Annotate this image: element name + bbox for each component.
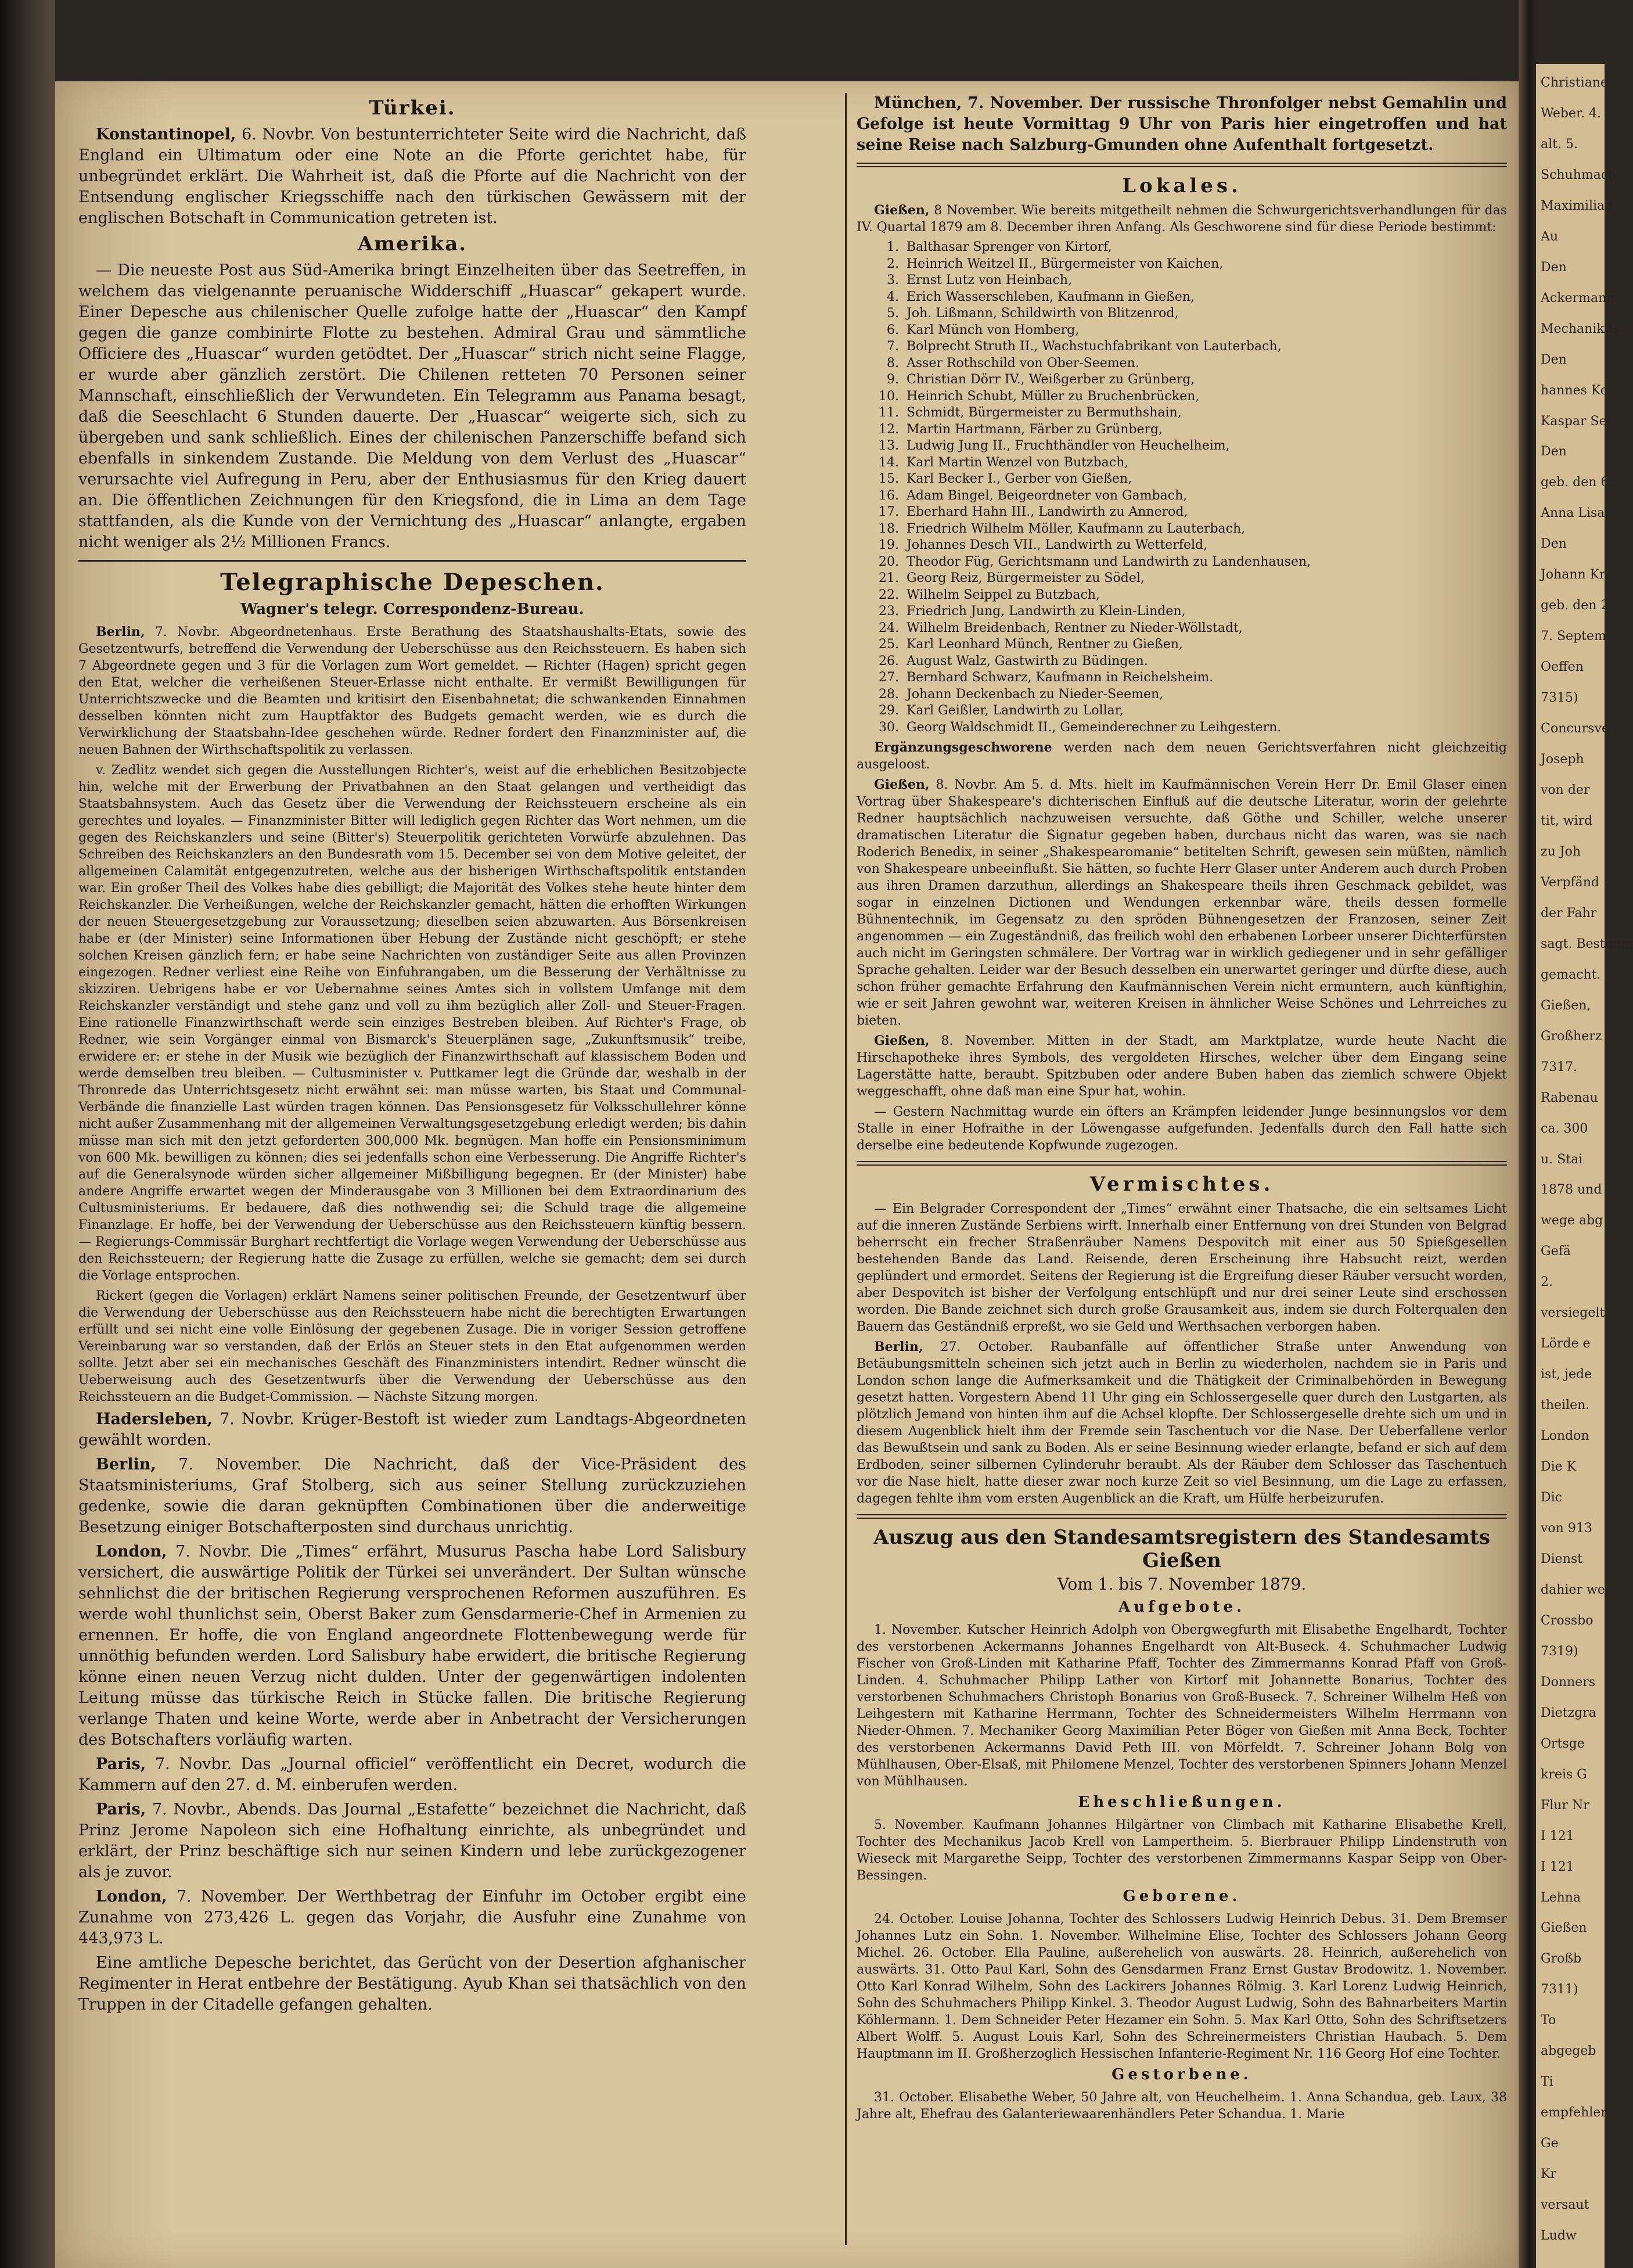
adjacent-page-fragment: geb. den 6. xyxy=(1541,475,1613,490)
adjacent-page-fragment: Joseph xyxy=(1541,752,1584,767)
adjacent-page-fragment: 7317. xyxy=(1541,1059,1577,1074)
juror-item: 1. Balthasar Sprenger von Kirtorf, xyxy=(903,239,1507,256)
juror-list xyxy=(857,239,1507,736)
adjacent-page-fragment: 7. Septem xyxy=(1541,629,1606,644)
adjacent-page-fragment: alt. 5. xyxy=(1541,136,1578,152)
adjacent-page-fragment: 7319) xyxy=(1541,1644,1578,1659)
adjacent-page-fragment: Den xyxy=(1541,537,1567,552)
juror-item: 9. Christian Dörr IV., Weißgerber zu Grünberg, xyxy=(903,372,1507,389)
adjacent-page-fragment: Gießen, xyxy=(1541,998,1591,1013)
adjacent-page-fragment: Christiane xyxy=(1541,76,1609,90)
juror-item: 30. Georg Waldschmidt II., Gemeinderechner zu Leihgestern. xyxy=(903,720,1507,736)
dateline: Gießen, xyxy=(874,777,930,792)
adjacent-page-fragment: u. Stai xyxy=(1541,1152,1583,1167)
adjacent-page-fragment: wege abg xyxy=(1541,1213,1603,1228)
adjacent-page-fragment: Crossbo xyxy=(1541,1613,1594,1628)
juror-item: 18. Friedrich Wilhelm Möller, Kaufmann zu Lauterbach, xyxy=(903,521,1507,538)
adjacent-page-fragment: Ge xyxy=(1541,2136,1559,2151)
adjacent-page-fragment: versiegelt xyxy=(1541,1306,1605,1321)
adjacent-page-fragment: theilen. xyxy=(1541,1398,1590,1413)
adjacent-page-fragment: von 913 xyxy=(1541,1521,1592,1536)
juror-item: 21. Georg Reiz, Bürgermeister zu Södel, xyxy=(903,570,1507,587)
adjacent-page-fragment: 7311) xyxy=(1541,1982,1578,1997)
article-rickert: Rickert (gegen die Vorlagen) erklärt Namens seiner politischen Freunde, der Gesetzentwurf über die Verwendung der Ueberschüsse aus den Reichssteuern habe nicht die berechtigten Erwartungen erfüllt und sei nicht eine volle Einlösung der gegebenen Zusage. Die in voriger Session getroffene Vereinbarung war so verstanden, daß der Erlös an Steuer stets in den Etat aufgenommen werden sollte. Jetzt aber sei ein mechanisches Geschäft des Finanzministers intendirt. Redner wünscht die Ueberweisung auch des Gesetzentwurfs über die Verwendung der Ueberschüsse aus den Reichssteuern an die Budget-Commission. — Nächste Sitzung morgen. xyxy=(78,1289,746,1404)
adjacent-page-fragment: Flur Nr xyxy=(1541,1798,1589,1813)
juror-item: 7. Bolprecht Struth II., Wachstuchfabrikant von Lauterbach, xyxy=(903,339,1507,355)
juror-item: 16. Adam Bingel, Beigeordneter von Gambach, xyxy=(903,488,1507,505)
juror-item: 24. Wilhelm Breidenbach, Rentner zu Nieder-Wöllstadt, xyxy=(903,620,1507,637)
left-column xyxy=(78,93,746,2256)
section-divider xyxy=(857,163,1507,167)
adjacent-page-fragment: gemacht. xyxy=(1541,967,1601,982)
adjacent-page-fragment: tit, wird xyxy=(1541,813,1593,828)
section-heading-telegraph: Telegraphische Depeschen. xyxy=(220,569,605,596)
juror-item: 23. Friedrich Jung, Landwirth zu Klein-Linden, xyxy=(903,603,1507,620)
section-divider xyxy=(857,1514,1507,1519)
dateline: München, xyxy=(874,94,962,112)
eheschliessungen-text: 5. November. Kaufmann Johannes Hilgärtner von Climbach mit Katharine Elisabethe Krell, Tochter des Mechanikus Jacob Krell von Lampertheim. 5. Bierbrauer Philipp Lindenstruth von Wieseck mit Margarethe Seipp, Tochter des verstorbenen Zimmermanns Kaspar Seipp von Ober-Bessingen. xyxy=(857,1818,1507,1883)
term: Ergänzungsgeschworene xyxy=(874,740,1052,755)
standesamt-dates: Vom 1. bis 7. November 1879. xyxy=(1057,1575,1307,1594)
adjacent-page-fragment: Ackermann xyxy=(1541,290,1615,305)
adjacent-page-fragment: To xyxy=(1541,2013,1556,2028)
adjacent-page-fragment: Den xyxy=(1541,444,1567,459)
section-heading-vermischtes: Vermischtes. xyxy=(1089,1173,1274,1196)
adjacent-page-fragment: sagt. Bestimm xyxy=(1541,936,1633,951)
article-amerika: — Die neueste Post aus Süd-Amerika bringt Einzelheiten über das Seetreffen, in welchem das vielgenannte peruanische Widderschiff „Huascar“ gekapert wurde. Einer Depesche aus chilenischer Quelle zufolge hatte der „Huascar“ den Kampf gegen die ganze combinirte Flotte zu bestehen. Admiral Grau und sämmtliche Officiere des „Huascar“ wurden getödtet. Der „Huascar“ strich nicht seine Flagge, er wurde aber gänzlich zerstört. Die Chilenen retteten 70 Personen seiner Mannschaft, einschließlich der Verwundeten. Ein Telegramm aus Panama besagt, daß die Seeschlacht 6 Stunden dauerte. Der „Huascar“ weigerte sich, sich zu übergeben und sank schließlich. Eines der chilenischen Panzerschiffe befand sich ebenfalls in sinkendem Zustande. Die Meldung von dem Verlust des „Huascar“ verursachte viel Aufregung in Peru, aber der Enthusiasmus für den Krieg dauert an. Die öffentlichen Zeichnungen für den Kriegsfond, die in Lima an dem Tage stattfanden, als die Kunde von der Vernichtung des „Huascar“ anlangte, ergaben nicht weniger als 2½ Millionen Francs. xyxy=(78,261,746,551)
article-konstantinopel xyxy=(78,124,746,229)
adjacent-page-fragment: Großherz xyxy=(1541,1029,1602,1044)
adjacent-page-fragment: London xyxy=(1541,1429,1589,1444)
juror-item: 22. Wilhelm Seippel zu Butzbach, xyxy=(903,587,1507,604)
article-belgrad: — Ein Belgrader Correspondent der „Times“ erwähnt einer Thatsache, die ein seltsames Licht auf die inneren Zustände Serbiens wirft. Innerhalb einer Entfernung von drei Stunden von Belgrad beherrscht ein frecher Straßenräuber Namens Despovitch mit einer aus 50 Spießgesellen bestehenden Bande das Land. Reisende, deren Erscheinung ihre Habsucht reizt, werden geplündert und ermordet. Seitens der Regierung ist die Ergreifung dieser Räuber versucht worden, aber Despovitch ist bisher der Verfolgung entschlüpft und nur drei seiner Leute sind erschossen worden. Die Bande zeichnet sich durch große Grausamkeit aus, indem sie durch Folterqualen den Bauern das Geständniß erpreßt, wo sie Geld und Werthsachen verborgen haben. xyxy=(857,1202,1507,1334)
dateline: Gießen, xyxy=(874,203,930,218)
geborene-heading: Geborene. xyxy=(1123,1888,1241,1905)
section-heading-lokales: Lokales. xyxy=(1122,174,1242,197)
standesamt-heading: Auszug aus den Standesamtsregistern des Standesamts Gießen xyxy=(873,1526,1490,1572)
juror-item: 20. Theodor Füg, Gerichtsmann und Landwirth zu Landenhausen, xyxy=(903,554,1507,571)
dateline: Hadersleben, xyxy=(96,1410,213,1428)
bureau-subheading: Wagner's telegr. Correspondenz-Bureau. xyxy=(240,601,584,618)
adjacent-page-fragment: 1878 und xyxy=(1541,1182,1602,1198)
adjacent-page-fragment: Den xyxy=(1541,352,1567,367)
article-berlin-raub xyxy=(857,1339,1507,1507)
gestorbene-text: 31. October. Elisabethe Weber, 50 Jahre alt, von Heuchelheim. 1. Anna Schandua, geb. Laux, 38 Jahre alt, Ehefrau des Galanteriewaarenhändlers Peter Schandua. 1. Marie xyxy=(857,2090,1507,2122)
adjacent-page-fragment: Dienst xyxy=(1541,1551,1582,1566)
adjacent-page-fragment: hannes Ko xyxy=(1541,383,1609,398)
section-heading-tuerkei: Türkei. xyxy=(369,96,456,120)
lokales-intro xyxy=(857,202,1507,236)
adjacent-page-fragment: Anna Lisa xyxy=(1541,506,1605,521)
adjacent-page-fragment: der Fahr xyxy=(1541,905,1597,921)
juror-item: 13. Ludwig Jung II., Fruchthändler von Heuchelheim, xyxy=(903,438,1507,455)
article-text: 8. November. Mitten in der Stadt, am Marktplatze, wurde heute Nacht die Hirschapotheke ihres Symbols, des vergoldeten Hirsches, welcher über dem Eingang seine Lagerstätte hatte, beraubt. Spitzbuben oder andere Buben haben das ziemlich schwere Objekt weggeschafft, ohne daß man eine Spur hat, wohin. xyxy=(857,1034,1507,1099)
adjacent-page-fragment: Oeffen xyxy=(1541,660,1584,675)
dateline: Berlin, xyxy=(96,1455,156,1473)
juror-item: 19. Johannes Desch VII., Landwirth zu Wetterfeld, xyxy=(903,537,1507,554)
book-binding xyxy=(0,0,55,2268)
juror-item: 3. Ernst Lutz von Heinbach, xyxy=(903,272,1507,289)
adjacent-page-fragment: Gefä xyxy=(1541,1244,1571,1259)
adjacent-page-fragment: Maximilian xyxy=(1541,198,1613,213)
juror-item: 25. Karl Leonhard Münch, Rentner zu Gießen, xyxy=(903,637,1507,653)
right-column xyxy=(857,93,1507,2256)
adjacent-page-fragment: I 121 xyxy=(1541,1859,1574,1874)
section-divider xyxy=(857,1161,1507,1166)
geborene-text: 24. October. Louise Johanna, Tochter des Schlossers Ludwig Heinrich Debus. 31. Dem Bremser Johannes Lutz ein Sohn. 1. November. Wilhelmine Elise, Tochter des Schlossers Johann Georg Michel. 26. October. Ella Pauline, außerehelich von auswärts. 28. Heinrich, außerehelich von auswärts. 31. Otto Paul Karl, Sohn des Gensdarmen Franz Ernst Gustav Brodowitz. 1. November. Otto Karl Konrad Wilhelm, Sohn des Lackirers Johannes Rölmig. 3. Karl Lorenz Ludwig Heinrich, Sohn des Schuhmachers Philipp Kinkel. 3. Theodor August Ludwig, Sohn des Bahnarbeiters Martin Köhlermann. 1. Dem Schneider Peter Hezamer ein Sohn. 5. Max Karl Otto, Sohn des Schriftsetzers Albert Wolff. 5. August Louis Karl, Sohn des Schreinermeisters Christian Haubach. 5. Dem Hauptmann im II. Großherzoglich Hessischen Infanterie-Regiment Nr. 116 Georg Hof eine Tochter. xyxy=(857,1912,1507,2061)
dateline: Berlin, xyxy=(874,1339,923,1354)
juror-item: 10. Heinrich Schubt, Müller zu Bruchenbrücken, xyxy=(903,389,1507,405)
adjacent-page-fragment: empfehlen xyxy=(1541,2105,1609,2120)
adjacent-page-fragment: Ortsge xyxy=(1541,1736,1585,1751)
juror-item: 6. Karl Münch von Homberg, xyxy=(903,322,1507,339)
aufgebote-heading: Aufgebote. xyxy=(1118,1598,1246,1616)
adjacent-page-fragment: Ti xyxy=(1541,2075,1553,2090)
article-text: 6. Novbr. Von bestunterrichteter Seite wird die Nachricht, daß England ein Ultimatum oder eine Note an die Pforte gerichtet habe, für unbegründet erklärt. Die Wahrheit ist, daß die Pforte auf die Nachricht von der Entsendung englischer Kriegsschiffe nach den türkischen Gewässern mit der englischen Botschaft in Communication getreten ist. xyxy=(78,125,746,227)
article-text: 8. Novbr. Am 5. d. Mts. hielt im Kaufmännischen Verein Herr Dr. Emil Glaser einen Vortrag über Shakespeare's dichterischen Einfluß auf die deutsche Literatur, worin der gelehrte Redner hauptsächlich nachzuweisen versuchte, daß Göthe und Schiller, welche unserer dramatischen Literatur die Signatur gegeben haben, durchaus nicht das waren, was sie nach Roderich Benedix, in seiner „Shakespearomanie“ betitelten Schrift, gewesen sein müßten, nämlich von Shakespeare unbeeinflußt. Sie hätten, so fuchte Herr Glaser unter Anderem auch durch Proben aus ihren Dramen darzuthun, allerdings an Shakespeare theils ihren Geschmack gebildet, was sogar in einzelnen Dictionen und Wendungen erkennbar wäre, theils dessen formelle Bühnentechnik, im Gegensatz zu den spröden Bühnengesetzen der Franzosen, seiner Zeit angenommen — ein Zugeständniß, das freilich wohl den erhabenen Lorbeer unserer Dichterfürsten auch nicht im Geringsten schmälere. Der Vortrag war in wirklich gediegener und in sehr gefälliger Sprache gehalten. Leider war der Besuch desselben ein unerwartet geringer und dürfte diese, auch schon früher gemachte Erfahrung den Kaufmännischen Verein nicht ermuntern, auch künftighin, wie er seit Jahren gewohnt war, weiteren Kreisen in ähnlicher Weise Schönes und Lehrreiches zu bieten. xyxy=(857,778,1507,1028)
juror-item: 11. Schmidt, Bürgermeister zu Bermuthshain, xyxy=(903,405,1507,422)
adjacent-page-edge xyxy=(1536,64,1633,2268)
adjacent-page-fragment: Lehna xyxy=(1541,1890,1581,1905)
juror-item: 27. Bernhard Schwarz, Kaufmann in Reichelsheim. xyxy=(903,670,1507,686)
article-berlin-stolberg xyxy=(78,1454,746,1538)
juror-item: 8. Asser Rothschild von Ober-Seemen. xyxy=(903,355,1507,372)
article-text: 7. Novbr. Abgeordnetenhaus. Erste Berathung des Staatshaushalts-Etats, sowie des Gesetzentwurfs, betreffend die Verwendung der Ueberschüsse aus den Reichssteuern. Es haben sich 7 Abgeordnete gegen und 3 für die Vorlagen zum Wort gemeldet. — Richter (Hagen) spricht gegen den Etat, welcher die verheißenen Steuer-Erlasse nicht enthalte. Er vermißt Bewilligungen für Unterrichtszwecke und die Beamten und kritisirt den Eisenbahnetat; die schwankenden Einnahmen desselben könnten nicht zum Hauptfaktor des Budgets gemacht werden, wie es durch die Verwirklichung der Staatsbahn-Idee geschehen würde. Redner fordert den Finanzminister auf, die neuen Bahnen der Wirthschaftspolitik zu verlassen. xyxy=(78,625,746,757)
adjacent-page-fragment: Rabenau xyxy=(1541,1090,1598,1105)
adjacent-page-fragment: ist, jede xyxy=(1541,1367,1592,1382)
adjacent-page-fragment: 7315) xyxy=(1541,691,1578,706)
adjacent-page-fragment: Kaspar Sei xyxy=(1541,414,1611,429)
article-muenchen xyxy=(857,93,1507,156)
adjacent-page-fragment: Dic xyxy=(1541,1490,1562,1505)
adjacent-page-fragment: Den xyxy=(1541,260,1567,275)
juror-item: 2. Heinrich Weitzel II., Bürgermeister von Kaichen, xyxy=(903,256,1507,273)
article-text: 7. November. Die Nachricht, daß der Vice-Präsident des Staatsministeriums, Graf Stolberg, sich aus seiner Stellung zurückzuziehen gedenke, sowie die daran geknüpften Combinationen über die anderweitige Besetzung einiger Botschafterposten sind durchaus unrichtig. xyxy=(78,1455,746,1536)
juror-item: 5. Joh. Lißmann, Schildwirth von Blitzenrod, xyxy=(903,305,1507,322)
adjacent-page-fragment: Verpfänd xyxy=(1541,875,1599,890)
adjacent-page-fragment: 2. xyxy=(1541,1275,1553,1290)
adjacent-page-fragment: versaut xyxy=(1541,2198,1589,2213)
article-vortrag xyxy=(857,777,1507,1029)
article-text: 27. October. Raubanfälle auf öffentlicher Straße unter Anwendung von Betäubungsmitteln scheinen sich jetzt auch in Berlin zu wiederholen, nachdem sie in Paris und London schon lange die Aufmerksamkeit und die Thätigkeit der Criminalbehörden in Bewegung gesetzt hatten. Vorgestern Abend 11 Uhr ging ein Schlossergeselle quer durch den Lustgarten, als plötzlich Jemand von hinten ihm auf die Achsel klopfte. Der Schlossergeselle drehte sich um und in diesem Augenblick hielt ihm der Fremde sein Taschentuch vor die Nase. Der Ueberfallene verlor das Bewußtsein und sank zu Boden. Als er seine Besinnung wieder erlangte, befand er sich auf dem Erdboden, seiner silbernen Cylinderuhr beraubt. Als der Räuber dem Schlosser das Taschentuch vor die Nase hielt, hatte dieser zwar noch kurze Zeit so viel Besinnung, um die Lage zu erfassen, dagegen fehlte ihm vom ersten Augenblick an die Kraft, um Hülfe herbeizurufen. xyxy=(857,1340,1507,1506)
article-hadersleben xyxy=(78,1409,746,1451)
adjacent-page-fragment: Gießen xyxy=(1541,1921,1587,1936)
eheschliessungen-heading: Eheschließungen. xyxy=(1078,1793,1286,1811)
adjacent-page-fragment: Ludw xyxy=(1541,2229,1577,2244)
article-text: 7. Novbr., Abends. Das Journal „Estafette“ bezeichnet die Nachricht, daß Prinz Jerome Napoleon sich eine Hofhaltung einrichte, als unbegründet und erklärt, der Prinz beschäftige sich nur seinen Kindern und lebe zurückgezogener als je zuvor. xyxy=(78,1800,746,1881)
juror-item: 15. Karl Becker I., Gerber von Gießen, xyxy=(903,471,1507,488)
adjacent-page-fragment: dahier wer xyxy=(1541,1582,1612,1597)
gestorbene-heading: Gestorbene. xyxy=(1112,2066,1252,2083)
article-text: 7. Novbr. Die „Times“ erfährt, Musurus Pascha habe Lord Salisbury versichert, die auswärtige Politik der Türkei sei unverändert. Der Sultan wünsche sehnlichst die der britischen Regierung versprochenen Reformen auszuführen. Es werde wohl thunlichst sein, Oberst Baker zum Gensdarmerie-Chef in Armenien zu ernennen. Er hoffe, die von England angeordnete Flottenbewegung werde für unnöthig befunden werden. Lord Salisbury habe erwidert, die britische Regierung könne einen neuen Verzug nicht dulden. Unter der gegenwärtigen indolenten Leitung müsse das türkische Reich in Stücke fallen. Die britische Regierung verlange Thaten und keine Worte, werde aber in Anbetracht der Versicherungen des Botschafters vorläufig warten. xyxy=(78,1543,746,1749)
juror-item: 4. Erich Wasserschleben, Kaufmann in Gießen, xyxy=(903,289,1507,306)
adjacent-page-fragment: Lörde e xyxy=(1541,1336,1591,1352)
adjacent-page-fragment: I 121 xyxy=(1541,1828,1574,1843)
newspaper-page xyxy=(55,81,1519,2268)
article-hirschapotheke xyxy=(857,1033,1507,1100)
article-paris-journal xyxy=(78,1754,746,1796)
column-rule xyxy=(845,93,847,2245)
article-text: 8 November. Wie bereits mitgetheilt nehmen die Schwurgerichtsverhandlungen für das IV. Quartal 1879 am 8. December ihren Anfang. Als Geschworene sind für diese Periode bestimmt: xyxy=(857,203,1508,235)
article-text: 7. Novbr. Das „Journal officiel“ veröffentlicht ein Decret, wodurch die Kammern auf den 27. d. M. einberufen werden. xyxy=(78,1755,746,1794)
juror-item: 12. Martin Hartmann, Färber zu Grünberg, xyxy=(903,422,1507,438)
adjacent-page-fragment: Großb xyxy=(1541,1951,1582,1967)
adjacent-page-fragment: Dietzgra xyxy=(1541,1705,1596,1720)
section-heading-amerika: Amerika. xyxy=(357,232,467,256)
article-junge: — Gestern Nachmittag wurde ein öfters an Krämpfen leidender Junge besinnungslos vor dem Stalle in einer Hofraithe in der Löwengasse aufgefunden. Jedenfalls durch den Fall hatte sich derselbe eine bedeutende Kopfwunde zugezogen. xyxy=(857,1105,1507,1153)
adjacent-page-fragment: Weber. 4. xyxy=(1541,106,1602,121)
dateline: London, xyxy=(96,1543,167,1561)
adjacent-page-fragment: Au xyxy=(1541,229,1559,244)
adjacent-page-fragment: ca. 300 xyxy=(1541,1121,1588,1136)
juror-item: 29. Karl Geißler, Landwirth zu Lollar, xyxy=(903,703,1507,720)
dateline: Paris, xyxy=(96,1755,146,1773)
dateline: Berlin, xyxy=(96,624,145,639)
adjacent-page-fragment: Donners xyxy=(1541,1674,1596,1690)
juror-item: 17. Eberhard Hahn III., Landwirth zu Annerod, xyxy=(903,504,1507,521)
adjacent-page-fragment: Kr xyxy=(1541,2167,1556,2182)
article-text: 7. Novbr. Krüger-Bestoft ist wieder zum Landtags-Abgeordneten gewählt worden. xyxy=(78,1410,746,1449)
juror-item: 28. Johann Deckenbach zu Nieder-Seemen, xyxy=(903,686,1507,703)
page-gutter xyxy=(1519,0,1536,2268)
article-text: 7. November. Der russische Thronfolger nebst Gemahlin und Gefolge ist heute Vormittag 9 Uhr von Paris hier eingetroffen und hat seine Reise nach Salzburg-Gmunden ohne Aufenthalt fortgesetzt. xyxy=(857,94,1507,154)
section-divider xyxy=(78,560,746,562)
article-afghanistan: Eine amtliche Depesche berichtet, das Gerücht von der Desertion afghanischer Regimenter in Herat entbehre der Bestätigung. Ayub Khan sei thatsächlich von den Truppen in der Citadelle gefangen gehalten. xyxy=(78,1954,746,2014)
adjacent-page-fragment: Johann Kr xyxy=(1541,567,1606,583)
dateline: Paris, xyxy=(96,1800,146,1818)
article-berlin-abgeordnetenhaus xyxy=(78,624,746,759)
article-text: werden nach dem neuen Gerichtsverfahren nicht gleichzeitig ausgeloost. xyxy=(857,741,1507,772)
adjacent-page-fragment: Schuhmach xyxy=(1541,167,1617,182)
aufgebote-text: 1. November. Kutscher Heinrich Adolph von Obergwegfurth mit Elisabethe Engelhardt, Tochter des verstorbenen Ackermanns Johannes Engelhardt von Alt-Buseck. 4. Schuhmacher Ludwig Fischer von Groß-Linden mit Katharine Pfaff, Tochter des Zimmermanns Konrad Pfaff von Groß-Linden. 4. Schuhmacher Philipp Lather von Kirtorf mit Johannette Bonarius, Tochter des verstorbenen Schuhmachers Christoph Bonarius von Groß-Buseck. 7. Schreiner Wilhelm Heß von Leihgestern mit Katharine Herrmann, Tochter des Schneidermeisters Wilhelm Herrmann von Nieder-Ohmen. 7. Mechaniker Georg Maximilian Peter Böger von Gießen mit Anna Beck, Tochter des verstorbenen Ackermanns David Peth III. von Mörfeldt. 7. Schreiner Johann Bolg von Mühlhausen, Ober-Elsaß, mit Philomene Menzel, Tochter des verstorbenen Spinners Johann Menzel von Mühlhausen. xyxy=(857,1623,1507,1789)
article-text: 7. November. Der Werthbetrag der Einfuhr im October ergibt eine Zunahme von 273,426 L. gegen das Vorjahr, die Ausfuhr eine Zunahme von 443,973 L. xyxy=(78,1888,746,1947)
juror-item: 26. August Walz, Gastwirth zu Büdingen. xyxy=(903,653,1507,670)
adjacent-page-fragment: von der xyxy=(1541,783,1590,798)
ergaenzung-note xyxy=(857,739,1507,773)
adjacent-page-fragment: Die K xyxy=(1541,1460,1577,1475)
dateline: Gießen, xyxy=(874,1033,930,1048)
article-zedlitz: v. Zedlitz wendet sich gegen die Ausstellungen Richter's, weist auf die erheblichen Besitzobjecte hin, welche mit der Erwerbung der Privatbahnen an den Staat gelangen und vertheidigt das Staatsbahnsystem. Auch das Gesetz über die Verwendung der Reichssteuern erscheine als ein gerechtes und loyales. — Finanzminister Bitter will lediglich gegen Richter das Wort nehmen, um die gegen des Reichskanzlers und seine (Bitter's) Steuerpolitik gerichteten Vorwürfe abzulehnen. Das Schreiben des Reichskanzlers an den Bundesrath vom 15. December sei von dem Motive geleitet, der allgemeinen Calamität entgegenzutreten, welche aus der bisherigen Wirthschaftspolitik entstanden war. Ein großer Theil des Volkes habe dies gebilligt; die Majorität des Volkes stehe heute hinter dem Reichskanzler. Die Verheißungen, welche der Reichskanzler gemacht, hätten die erhofften Wirkungen der neuen Steuergesetzgebung zur Voraussetzung; dieselben seien abzuwarten. Aus Börsenkreisen habe er (der Minister) seine Informationen über Hebung der Zustände nicht geschöpft; er stehe solchen Kreisen gänzlich fern; er habe seine Nachrichten von zuständiger Seite aus allen Provinzen eingezogen. Redner verliest eine Reihe von Einfuhrangaben, um die Besserung der Verhältnisse zu skizziren. Uebrigens habe er vor Uebernahme seines Amtes sich in vollstem Umfange mit dem Reichskanzler verständigt und stehe ganz und voll zu ihm bezüglich aller Zoll- und Steuer-Fragen. Eine rationelle Finanzwirthschaft werde sein einziges Bestreben bleiben. Auf Richter's Frage, ob Redner, wie sein Vorgänger einmal von Bismarck's Steuerplänen sage, „Zukunftsmusik“ treibe, erwidere er: er stehe in der Musik wie bezüglich der Finanzwirthschaft auf klassischem Boden und werde demselben treu bleiben. — Cultusminister v. Puttkamer legt die Gründe dar, weshalb in der Thronrede das Unterrichtsgesetz nicht erwähnt sei: man müsse warten, bis Staat und Communal-Verbände die finanzielle Last würden tragen können. Das Pensionsgesetz für Volksschullehrer könne nicht außer Zusammenhang mit der allgemeinen Verwaltungsgesetzgebung erledigt werden; bis dahin müsse man sich mit den jetzt geforderten 300,000 Mk. begnügen. Man hoffe ein Pensionsminimum von 600 Mk. bewilligen zu können; dies sei jedenfalls schon eine Verbesserung. Die Angriffe Richter's auf die Generalsynode würden sicher allgemeiner Mißbilligung begegnen. Er (der Minister) habe andere Angriffe erwartet wegen der Minderausgabe von 3 Millionen bei dem Extraordinarium des Cultusministeriums. Er bedauere, daß dies nothwendig sei; die Schuld trage die allgemeine Finanzlage. Er hoffe, bei der Verwendung der Ueberschüsse aus den Reichssteuern künftig bessern. — Regierungs-Commissär Burghart rechtfertigt die Vorlage wegen Verwendung der Ueberschüsse aus den Reichssteuern; der Regierung hatte die Zusage zu erfüllen, welche sie gemacht; dem sei durch die Vorlage entsprochen. xyxy=(78,763,746,1283)
adjacent-page-fragment: kreis G xyxy=(1541,1767,1587,1782)
dateline: Konstantinopel, xyxy=(96,125,236,143)
article-paris-estafette xyxy=(78,1799,746,1883)
article-london-times xyxy=(78,1541,746,1751)
adjacent-page-fragment: abgegeb xyxy=(1541,2044,1596,2059)
juror-item: 14. Karl Martin Wenzel von Butzbach, xyxy=(903,455,1507,472)
article-london-einfuhr xyxy=(78,1886,746,1949)
adjacent-page-fragment: Mechanikus xyxy=(1541,321,1620,336)
dateline: London, xyxy=(96,1888,167,1906)
adjacent-page-fragment: geb. den 2 xyxy=(1541,598,1609,613)
adjacent-page-fragment: zu Joh xyxy=(1541,844,1581,859)
adjacent-page-fragment: Concursve xyxy=(1541,721,1609,736)
